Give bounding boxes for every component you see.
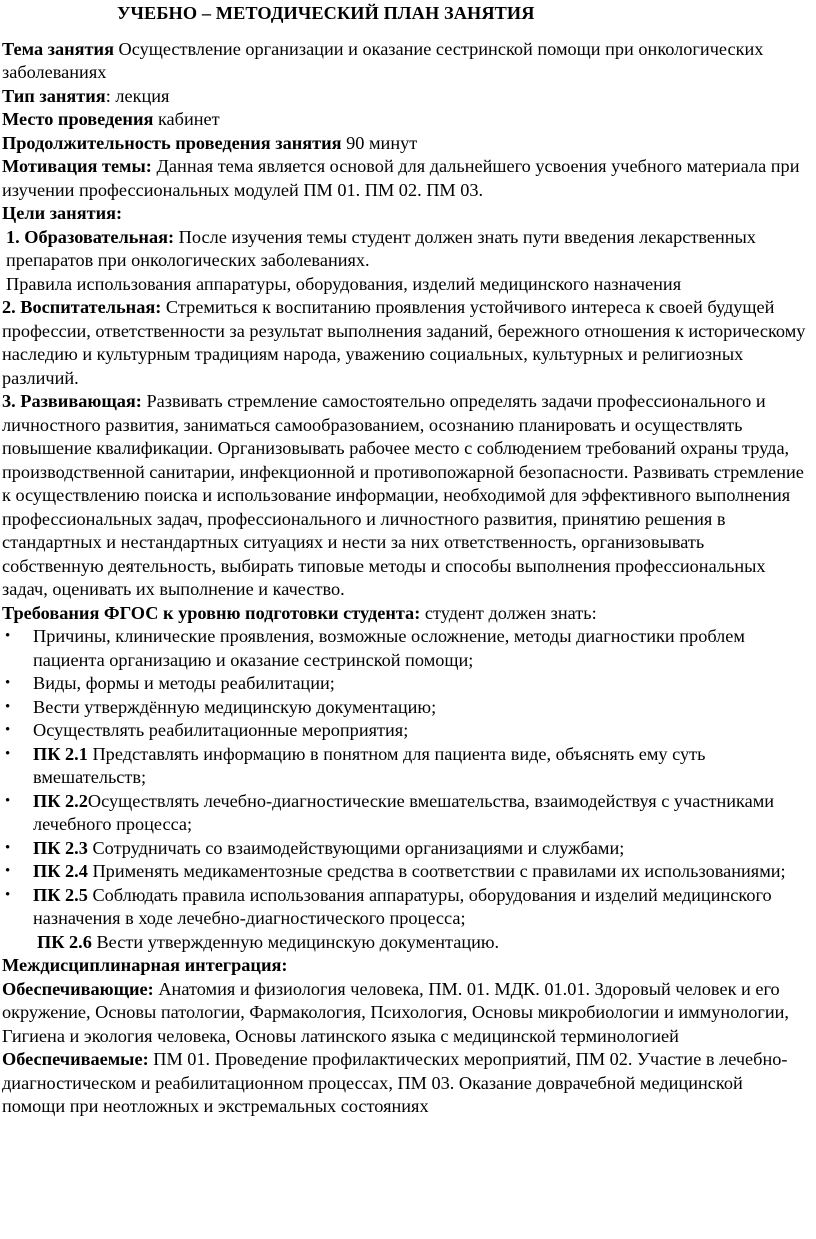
goal-developing-value: Развивать стремление самостоятельно определять задачи профессионального и личностного развития, заниматься самообразованием, осознанию планировать и осуществлять повышение квалификации. Организовывать рабочее место с соблюдением требований охраны труда, производственной санитарии, инфекционной и противопожарной безопасности. Развивать стремление к осуществлению поиска и использование информации, необходимой для эффективного выполнения профессиональных задач, профессионального и личностного развития, принятию решения в стандартных и нестандартных ситуациях и нести за них ответственность, организовывать собственную деятельность, выбирать типовые методы и способы выполнения профессиональных задач, оценивать их выполнение и качество. (2, 391, 804, 599)
list-item (2, 625, 810, 672)
goal-educational-extra: Правила использования аппаратуры, оборудования, изделий медицинского назначения (6, 273, 682, 294)
list-item-text: Применять медикаментозные средства в соответствии с правилами их использованиями; (87, 861, 786, 881)
list-item-text: Причины, клинические проявления, возможные осложнение, методы диагностики проблем пациента организацию и оказание сестринской помощи; (33, 626, 745, 670)
bullet-icon: • (5, 839, 11, 856)
bullet-icon: • (5, 863, 11, 879)
integration-heading-text: Междисциплинарная интеграция: (2, 955, 288, 975)
topic-line (2, 38, 810, 85)
goals-heading-text: Цели занятия: (2, 203, 123, 223)
list-item (2, 719, 810, 743)
list-item (2, 672, 810, 696)
motivation-label: Мотивация темы: (2, 156, 152, 176)
list-item-bold: ПК 2.3 (33, 837, 88, 858)
bullet-icon: • (5, 628, 11, 644)
fgos-label: Требования ФГОС к уровню подготовки студента: (2, 602, 421, 623)
pk26-text: Вести утвержденную медицинскую документацию. (91, 931, 500, 952)
list-item (2, 860, 810, 884)
list-item-text: Соблюдать правила использования аппаратуры, оборудования и изделий медицинского назначения в ходе лечебно-диагностического процесса; (33, 884, 772, 928)
list-item-text: Представлять информацию в понятном для пациента виде, объяснять ему суть вмешательств; (33, 743, 706, 787)
list-item-bold: ПК 2.1 (33, 743, 88, 764)
list-item-text: Вести утверждённую медицинскую документацию; (33, 696, 437, 717)
duration-label: Продолжительность проведения занятия (2, 132, 342, 153)
goal-educational (2, 226, 810, 273)
page-title: УЧЕБНО – МЕТОДИЧЕСКИЙ ПЛАН ЗАНЯТИЯ (117, 3, 535, 23)
list-item-bold: ПК 2.2 (33, 790, 88, 811)
fgos-list (2, 625, 810, 931)
integration-provided (2, 1048, 810, 1119)
list-item-text: Осуществлять реабилитационные мероприятия; (33, 720, 409, 740)
bullet-icon: • (5, 745, 11, 762)
list-item (2, 743, 810, 790)
duration-value: 90 минут (341, 132, 418, 153)
motivation-line (2, 155, 810, 202)
integration-heading (2, 954, 810, 978)
place-label: Место проведения (2, 109, 154, 129)
duration-line (2, 132, 810, 156)
bullet-icon: • (5, 675, 11, 691)
topic-label: Тема занятия (2, 38, 114, 59)
list-item-text: Сотрудничать со взаимодействующими организациями и службами; (87, 837, 625, 858)
goals-heading (2, 202, 810, 226)
list-item (2, 696, 810, 720)
type-line (2, 85, 810, 109)
type-label: Тип занятия (2, 85, 106, 106)
goal-upbringing-label: 2. Воспитательная: (2, 297, 162, 317)
goal-upbringing (2, 296, 810, 390)
bullet-icon: • (5, 698, 11, 715)
fgos-value: студент должен знать: (420, 602, 597, 623)
list-item-text: Виды, формы и методы реабилитации; (33, 673, 335, 693)
bullet-icon: • (5, 722, 11, 738)
integration-providing (2, 978, 810, 1049)
goal-educational-label: 1. Образовательная: (6, 226, 175, 247)
providing-label: Обеспечивающие: (2, 978, 154, 999)
place-value: кабинет (153, 109, 220, 129)
motivation-value: Данная тема является основой для дальнейшего усвоения учебного материала при изучении профессиональных модулей ПМ 01. ПМ 02. ПМ 03. (2, 156, 800, 200)
goal-developing (2, 390, 810, 602)
provided-label: Обеспечиваемые: (2, 1049, 149, 1069)
provided-value: ПМ 01. Проведение профилактических мероприятий, ПМ 02. Участие в лечебно-диагностическом и реабилитационном процессах, ПМ 03. Оказание доврачебной медицинской помощи при неотложных и экстремальных состояниях (2, 1049, 788, 1116)
type-value: : лекция (105, 85, 170, 106)
list-item (2, 837, 810, 861)
list-item (2, 790, 810, 837)
list-item-bold: ПК 2.4 (33, 861, 88, 881)
bullet-icon: • (5, 792, 11, 809)
place-line (2, 108, 810, 132)
fgos-heading (2, 602, 810, 626)
list-item-text: Осуществлять лечебно-диагностические вмешательства, взаимодействуя с участниками лечебного процесса; (33, 790, 775, 834)
list-item-bold: ПК 2.5 (33, 884, 88, 905)
bullet-icon: • (5, 886, 11, 903)
goal-upbringing-value: Стремиться к воспитанию проявления устойчивого интереса к своей будущей профессии, ответственности за результат выполнения заданий, бережного отношения к историческому наследию и культурным традициям народа, уважению социальных, культурных и религиозных различий. (2, 297, 806, 388)
list-item (2, 884, 810, 931)
topic-value: Осуществление организации и оказание сестринской помощи при онкологических заболеваниях (2, 38, 764, 82)
pk26-line (2, 931, 810, 955)
providing-value: Анатомия и физиология человека, ПМ. 01. МДК. 01.01. Здоровый человек и его окружение, Основы патологии, Фармакология, Психология, Основы микробиологии и иммунологии, Гигиена и экология человека, Основы латинского языка с медицинской терминологией (2, 978, 789, 1046)
pk26-bold: ПК 2.6 (37, 931, 92, 952)
goal-educational-value: После изучения темы студент должен знать пути введения лекарственных препаратов при онкологических заболеваниях. (6, 226, 756, 270)
goal-developing-label: 3. Развивающая: (2, 391, 142, 411)
